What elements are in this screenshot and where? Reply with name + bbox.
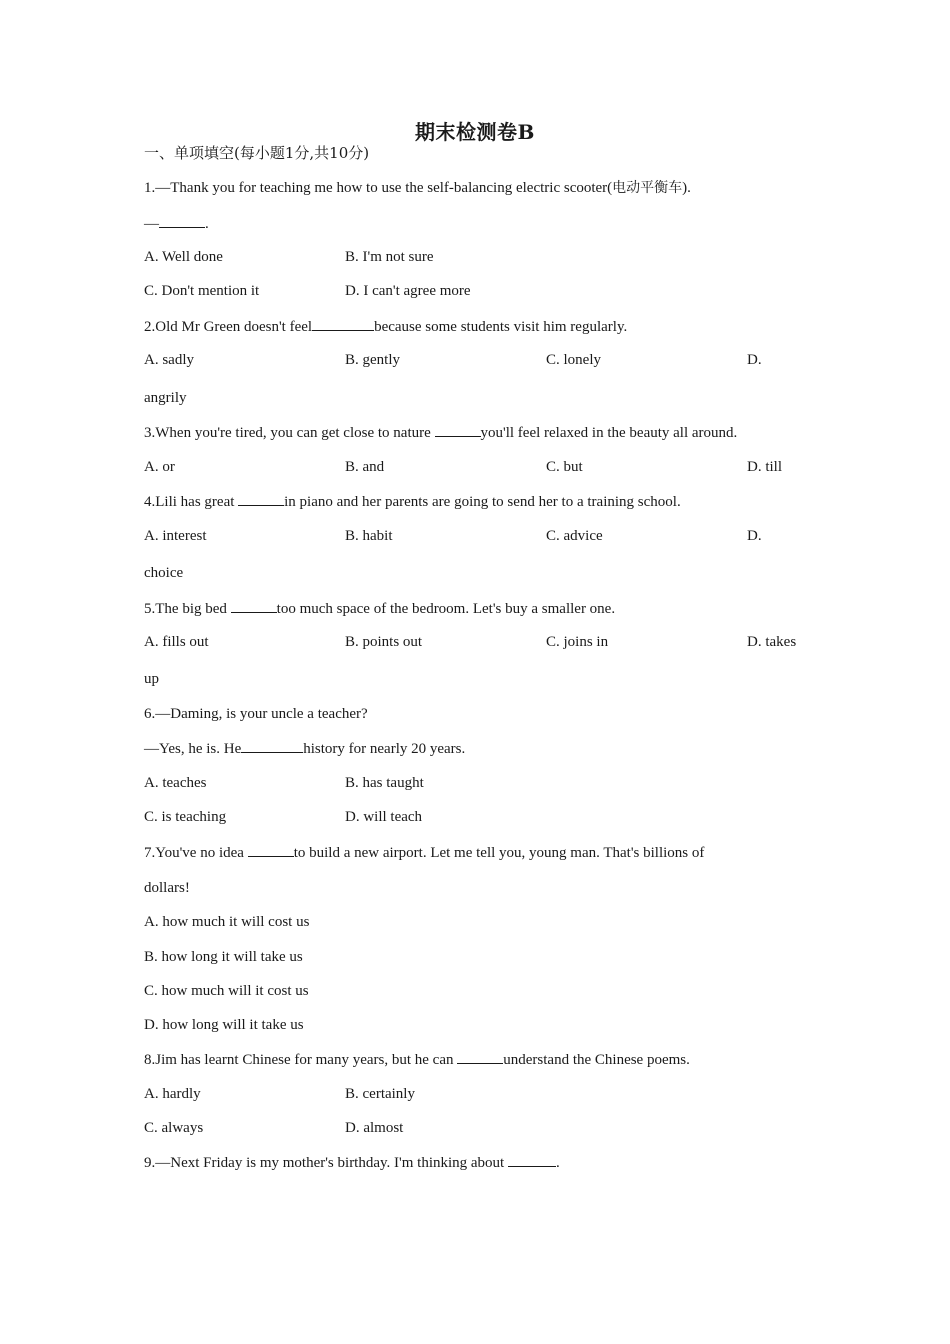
- question-4-option-c: C. advice: [546, 528, 603, 544]
- question-7-option-c: C. how much will it cost us: [144, 983, 309, 999]
- question-8-stem: 8.Jim has learnt Chinese for many years, but he can understand the Chinese poems.: [144, 1049, 690, 1070]
- question-7-option-a: A. how much it will cost us: [144, 914, 310, 930]
- answer-blank: [231, 598, 277, 613]
- question-6-option-c: C. is teaching: [144, 809, 227, 825]
- question-5-option-b: B. points out: [345, 634, 423, 650]
- question-5-option-a: A. fills out: [144, 634, 209, 650]
- question-9-stem: 9.—Next Friday is my mother's birthday. I'm thinking about .: [144, 1152, 560, 1173]
- question-3-option-a: A. or: [144, 459, 175, 475]
- question-8-option-a: A. hardly: [144, 1086, 201, 1102]
- question-8-option-d: D. almost: [345, 1120, 404, 1136]
- question-1-reply: — .: [144, 213, 209, 234]
- question-5-option-d: D. takes: [747, 634, 797, 650]
- question-7-option-b: B. how long it will take us: [144, 949, 303, 965]
- question-1-option-b: B. I'm not sure: [345, 249, 434, 265]
- question-3-option-d: D. till: [747, 459, 783, 475]
- question-8-option-c: C. always: [144, 1120, 204, 1136]
- question-3-stem: 3.When you're tired, you can get close to nature you'll feel relaxed in the beauty all around.: [144, 422, 737, 443]
- question-4-option-b: B. habit: [345, 528, 393, 544]
- question-5-stem: 5.The big bed too much space of the bedroom. Let's buy a smaller one.: [144, 598, 615, 619]
- question-8-option-b: B. certainly: [345, 1086, 415, 1102]
- answer-blank: [508, 1152, 556, 1167]
- question-2-option-c: C. lonely: [546, 352, 601, 368]
- answer-blank: [238, 491, 284, 506]
- question-2-option-b: B. gently: [345, 352, 400, 368]
- question-6-option-d: D. will teach: [345, 809, 423, 825]
- section-heading: 一、单项填空(每小题1分,共10分): [144, 144, 370, 162]
- question-2-stem: 2.Old Mr Green doesn't feel because some students visit him regularly.: [144, 316, 627, 337]
- question-7-stem-wrap: dollars!: [144, 880, 190, 896]
- question-7-option-d: D. how long will it take us: [144, 1017, 304, 1033]
- question-4-option-a: A. interest: [144, 528, 207, 544]
- question-6-option-b: B. has taught: [345, 775, 424, 791]
- question-3-option-b: B. and: [345, 459, 385, 475]
- question-5-option-d-wrap: up: [144, 671, 159, 687]
- answer-blank: [248, 842, 294, 857]
- question-6-stem: 6.—Daming, is your uncle a teacher?: [144, 706, 368, 722]
- question-7-stem: 7.You've no idea to build a new airport. Let me tell you, young man. That's billions of: [144, 842, 704, 863]
- answer-blank: [241, 738, 303, 753]
- question-3-option-c: C. but: [546, 459, 583, 475]
- question-1-option-c: C. Don't mention it: [144, 283, 260, 299]
- answer-blank: [312, 316, 374, 331]
- question-4-option-d: D.: [747, 528, 762, 544]
- page-title: 期末检测卷B: [415, 120, 535, 144]
- answer-blank: [435, 422, 481, 437]
- question-2-option-a: A. sadly: [144, 352, 194, 368]
- question-2-option-d-wrap: angrily: [144, 390, 187, 406]
- question-1-stem: 1.—Thank you for teaching me how to use the self-balancing electric scooter(电动平衡车).: [144, 180, 691, 196]
- question-4-option-d-wrap: choice: [144, 565, 184, 581]
- answer-blank: [159, 213, 205, 228]
- question-1-option-a: A. Well done: [144, 249, 223, 265]
- question-1-option-d: D. I can't agree more: [345, 283, 471, 299]
- question-5-option-c: C. joins in: [546, 634, 609, 650]
- answer-blank: [457, 1049, 503, 1064]
- question-6-reply: —Yes, he is. He history for nearly 20 years.: [144, 738, 465, 759]
- question-6-option-a: A. teaches: [144, 775, 207, 791]
- question-2-option-d: D.: [747, 352, 762, 368]
- question-4-stem: 4.Lili has great in piano and her parents are going to send her to a training school.: [144, 491, 681, 512]
